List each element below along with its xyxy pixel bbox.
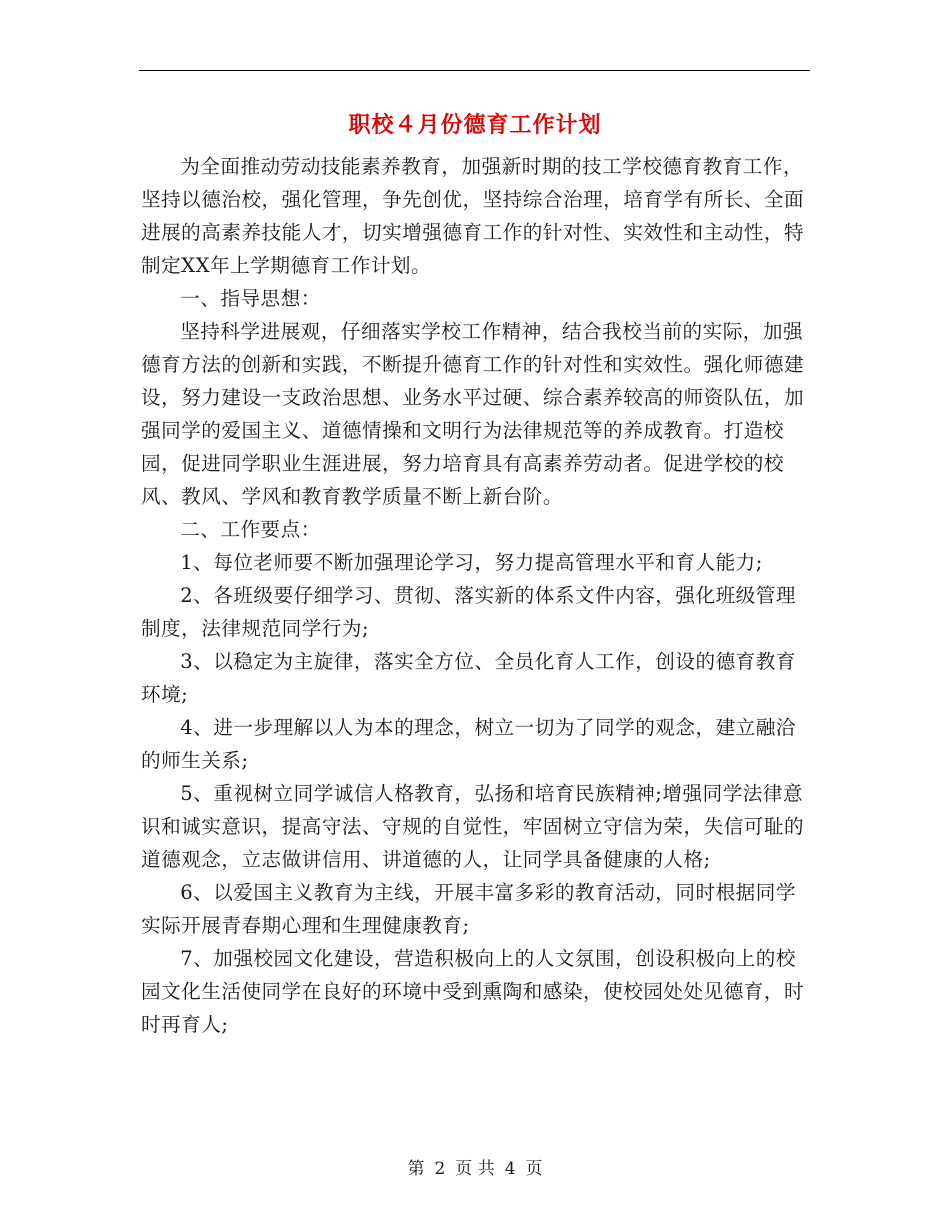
footer-page-prefix: 第 <box>407 1159 425 1179</box>
work-point-1: 1、每位老师要不断加强理论学习，努力提高管理水平和育人能力; <box>180 551 763 574</box>
work-point-6: 6、以爱国主义教育为主线，开展丰富多彩的教育活动，同时根据同学实际开展青春期心理和生理健康教育; <box>141 881 796 937</box>
section-heading-work-points: 二、工作要点： <box>180 518 321 541</box>
document-title: 职校４月份德育工作计划 <box>348 112 602 138</box>
section-heading-guiding-ideology: 一、指导思想： <box>180 287 321 310</box>
guiding-ideology-paragraph: 坚持科学进展观，仔细落实学校工作精神，结合我校当前的实际，加强德育方法的创新和实践，不断提升德育工作的针对性和实效性。强化师德建设，努力建设一支政治思想、业务水平过硬、综合素养较高的师资队伍，加强同学的爱国主义、道德情操和文明行为法律规范等的养成教育。打造校园，促进同学职业生涯进展，努力培育具有高素养劳动者。促进学校的校风、教风、学风和教育教学质量不断上新台阶。 <box>141 320 805 508</box>
footer-page-number: 2 <box>434 1159 446 1179</box>
work-point-2: 2、各班级要仔细学习、贯彻、落实新的体系文件内容，强化班级管理制度，法律规范同学行为; <box>141 584 796 640</box>
work-point-4: 4、进一步理解以人为本的理念，树立一切为了同学的观念，建立融洽的师生关系; <box>141 716 796 772</box>
footer-page-suffix: 页 <box>525 1159 543 1179</box>
footer-page-mid: 页 共 <box>455 1159 495 1179</box>
work-point-5: 5、重视树立同学诚信人格教育，弘扬和培育民族精神;增强同学法律意识和诚实意识，提高守法、守规的自觉性，牢固树立守信为荣，失信可耻的道德观念，立志做讲信用、讲道德的人，让同学具备健康的人格; <box>141 782 805 871</box>
page-footer <box>0 1154 950 1179</box>
footer-total-pages: 4 <box>504 1159 516 1179</box>
work-point-7: 7、加强校园文化建设，营造积极向上的人文氛围，创设积极向上的校园文化生活使同学在良好的环境中受到熏陶和感染，使校园处处见德育，时时再育人; <box>141 947 805 1036</box>
intro-paragraph: 为全面推动劳动技能素养教育，加强新时期的技工学校德育教育工作，坚持以德治校，强化管理，争先创优，坚持综合治理，培育学有所长、全面进展的高素养技能人才，切实增强德育工作的针对性、实效性和主动性，特制定XX年上学期德育工作计划。 <box>141 155 805 277</box>
document-body <box>141 150 811 1041</box>
header-rule <box>139 70 810 71</box>
work-point-3: 3、以稳定为主旋律，落实全方位、全员化育人工作，创设的德育教育环境; <box>141 650 796 706</box>
